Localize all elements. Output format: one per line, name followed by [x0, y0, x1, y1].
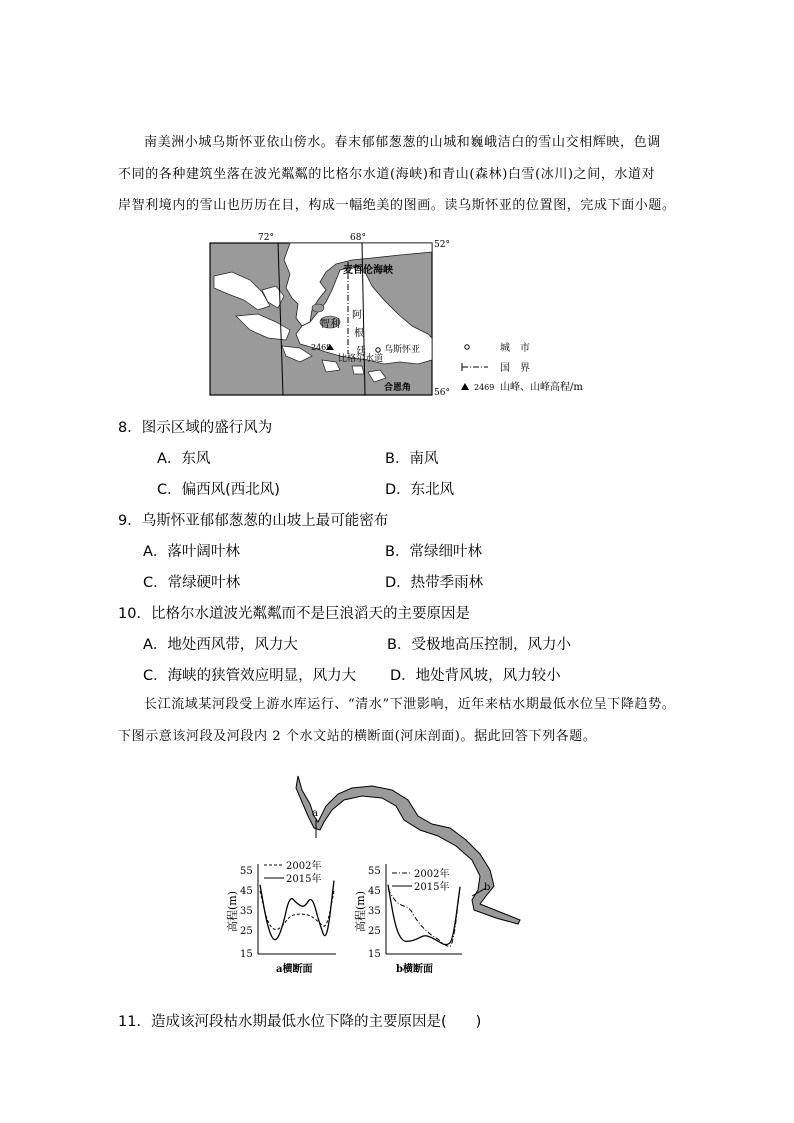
chile-label: 智利 [320, 319, 340, 330]
chart-b-ytick-55: 55 [368, 866, 381, 877]
chart-a-ylabel: 高程(m) [226, 890, 239, 932]
legend-border: 国 界 [500, 363, 530, 374]
legend-peak-value: 2469 [474, 383, 495, 392]
section-a-label: a [312, 808, 318, 819]
peak-value: 2469 [311, 343, 332, 352]
passage-2 [118, 689, 688, 752]
lat-52-label: 52° [434, 240, 450, 250]
chart-a-legend-2015: 2015年 [286, 874, 322, 885]
q10-option-c[interactable]: C．海峡的狭管效应明显，风力大 [143, 668, 357, 684]
q9-option-a[interactable]: A．落叶阔叶林 [143, 544, 240, 560]
lon-68-label: 68° [350, 233, 366, 243]
legend-peak-icon [461, 383, 469, 390]
lon-72-label: 72° [258, 233, 274, 243]
city-icon [376, 348, 380, 352]
question-8: 8．图示区域的盛行风为 [118, 420, 273, 436]
question-9: 9．乌斯怀亚郁郁葱葱的山坡上最可能密布 [118, 513, 389, 529]
chart-b-ytick-45: 45 [368, 886, 381, 897]
passage-1-line-3: 岸智利境内的雪山也历历在目，构成一幅绝美的图画。读乌斯怀亚的位置图，完成下面小题。 [118, 198, 676, 213]
q10-option-b[interactable]: B．受极地高压控制，风力小 [387, 637, 571, 653]
chart-a-ytick-25: 25 [240, 926, 253, 937]
beagle-channel-label: 比格尔水道 [338, 354, 384, 364]
chart-b-caption: b横断面 [396, 964, 433, 975]
chart-b-legend-2015: 2015年 [414, 882, 450, 893]
argentina-label-1: 阿 [352, 310, 362, 321]
q8-option-d[interactable]: D．东北风 [385, 482, 455, 498]
magellan-strait-label: 麦哲伦海峡 [343, 265, 393, 276]
passage-2-line-2: 下图示意该河段及河段内 2 个水文站的横断面(河床剖面)。据此回答下列各题。 [118, 728, 597, 744]
argentina-label-3: 廷 [356, 346, 366, 357]
ushuaia-label: 乌斯怀亚 [384, 345, 421, 355]
chart-b-series-2002 [388, 887, 460, 947]
ushuaia-location-map [0, 230, 794, 400]
chart-a-series-2015 [260, 881, 334, 940]
passage-1-line-1: 南美洲小城乌斯怀亚依山傍水。春末郁郁葱葱的山城和巍峨洁白的雪山交相辉映，色调 [144, 135, 661, 150]
chart-a-ytick-15: 15 [240, 949, 253, 960]
island-south-4 [352, 366, 364, 374]
chart-b-ylabel: 高程(m) [354, 890, 367, 932]
lat-56-label: 56° [434, 388, 450, 398]
chart-a [225, 859, 336, 975]
legend-city: 城 市 [500, 343, 530, 354]
chart-a-legend-2002: 2002年 [286, 861, 322, 872]
q8-option-b[interactable]: B．南风 [385, 451, 439, 467]
q9-option-b[interactable]: B．常绿细叶林 [385, 544, 482, 560]
chart-a-caption: a横断面 [276, 964, 313, 975]
q8-option-a[interactable]: A．东风 [157, 451, 211, 467]
q8-option-c[interactable]: C．偏西风(西北风) [157, 482, 280, 498]
question-11: 11．造成该河段枯水期最低水位下降的主要原因是( ) [118, 1014, 482, 1030]
q9-option-c[interactable]: C．常绿硬叶林 [143, 575, 241, 591]
cape-horn-label: 合恩角 [384, 383, 412, 393]
chart-a-ytick-45: 45 [240, 886, 253, 897]
q10-option-a[interactable]: A．地处西风带，风力大 [143, 637, 298, 653]
passage-1 [118, 127, 688, 222]
chart-a-ytick-55: 55 [240, 866, 253, 877]
river-cross-section-figure [0, 768, 794, 988]
chart-a-series-2002 [260, 891, 334, 930]
chart-b [353, 864, 462, 975]
q10-option-d[interactable]: D．地处背风坡，风力较小 [390, 668, 561, 684]
passage-1-line-2: 不同的各种建筑坐落在波光粼粼的比格尔水道(海峡)和青山(森林)白雪(冰川)之间，水道对 [118, 166, 656, 182]
question-10: 10．比格尔水道波光粼粼而不是巨浪滔天的主要原因是 [118, 606, 470, 622]
chart-a-ytick-35: 35 [240, 906, 253, 917]
chart-b-ytick-25: 25 [368, 926, 381, 937]
river-channel [296, 776, 520, 924]
argentina-label-2: 根 [354, 328, 364, 339]
chart-b-legend-2002: 2002年 [414, 869, 450, 880]
q9-option-d[interactable]: D．热带季雨林 [385, 575, 484, 591]
legend-city-icon [465, 345, 469, 349]
section-b-label: b [484, 882, 491, 893]
passage-2-line-1: 长江流域某河段受上游水库运行、“清水”下泄影响，近年来枯水期最低水位呈下降趋势。 [144, 697, 676, 712]
legend-peak: 山峰、山峰高程/m [500, 382, 583, 393]
chart-b-ytick-35: 35 [368, 906, 381, 917]
chart-b-ytick-15: 15 [368, 949, 381, 960]
chart-b-series-2015 [388, 885, 460, 945]
